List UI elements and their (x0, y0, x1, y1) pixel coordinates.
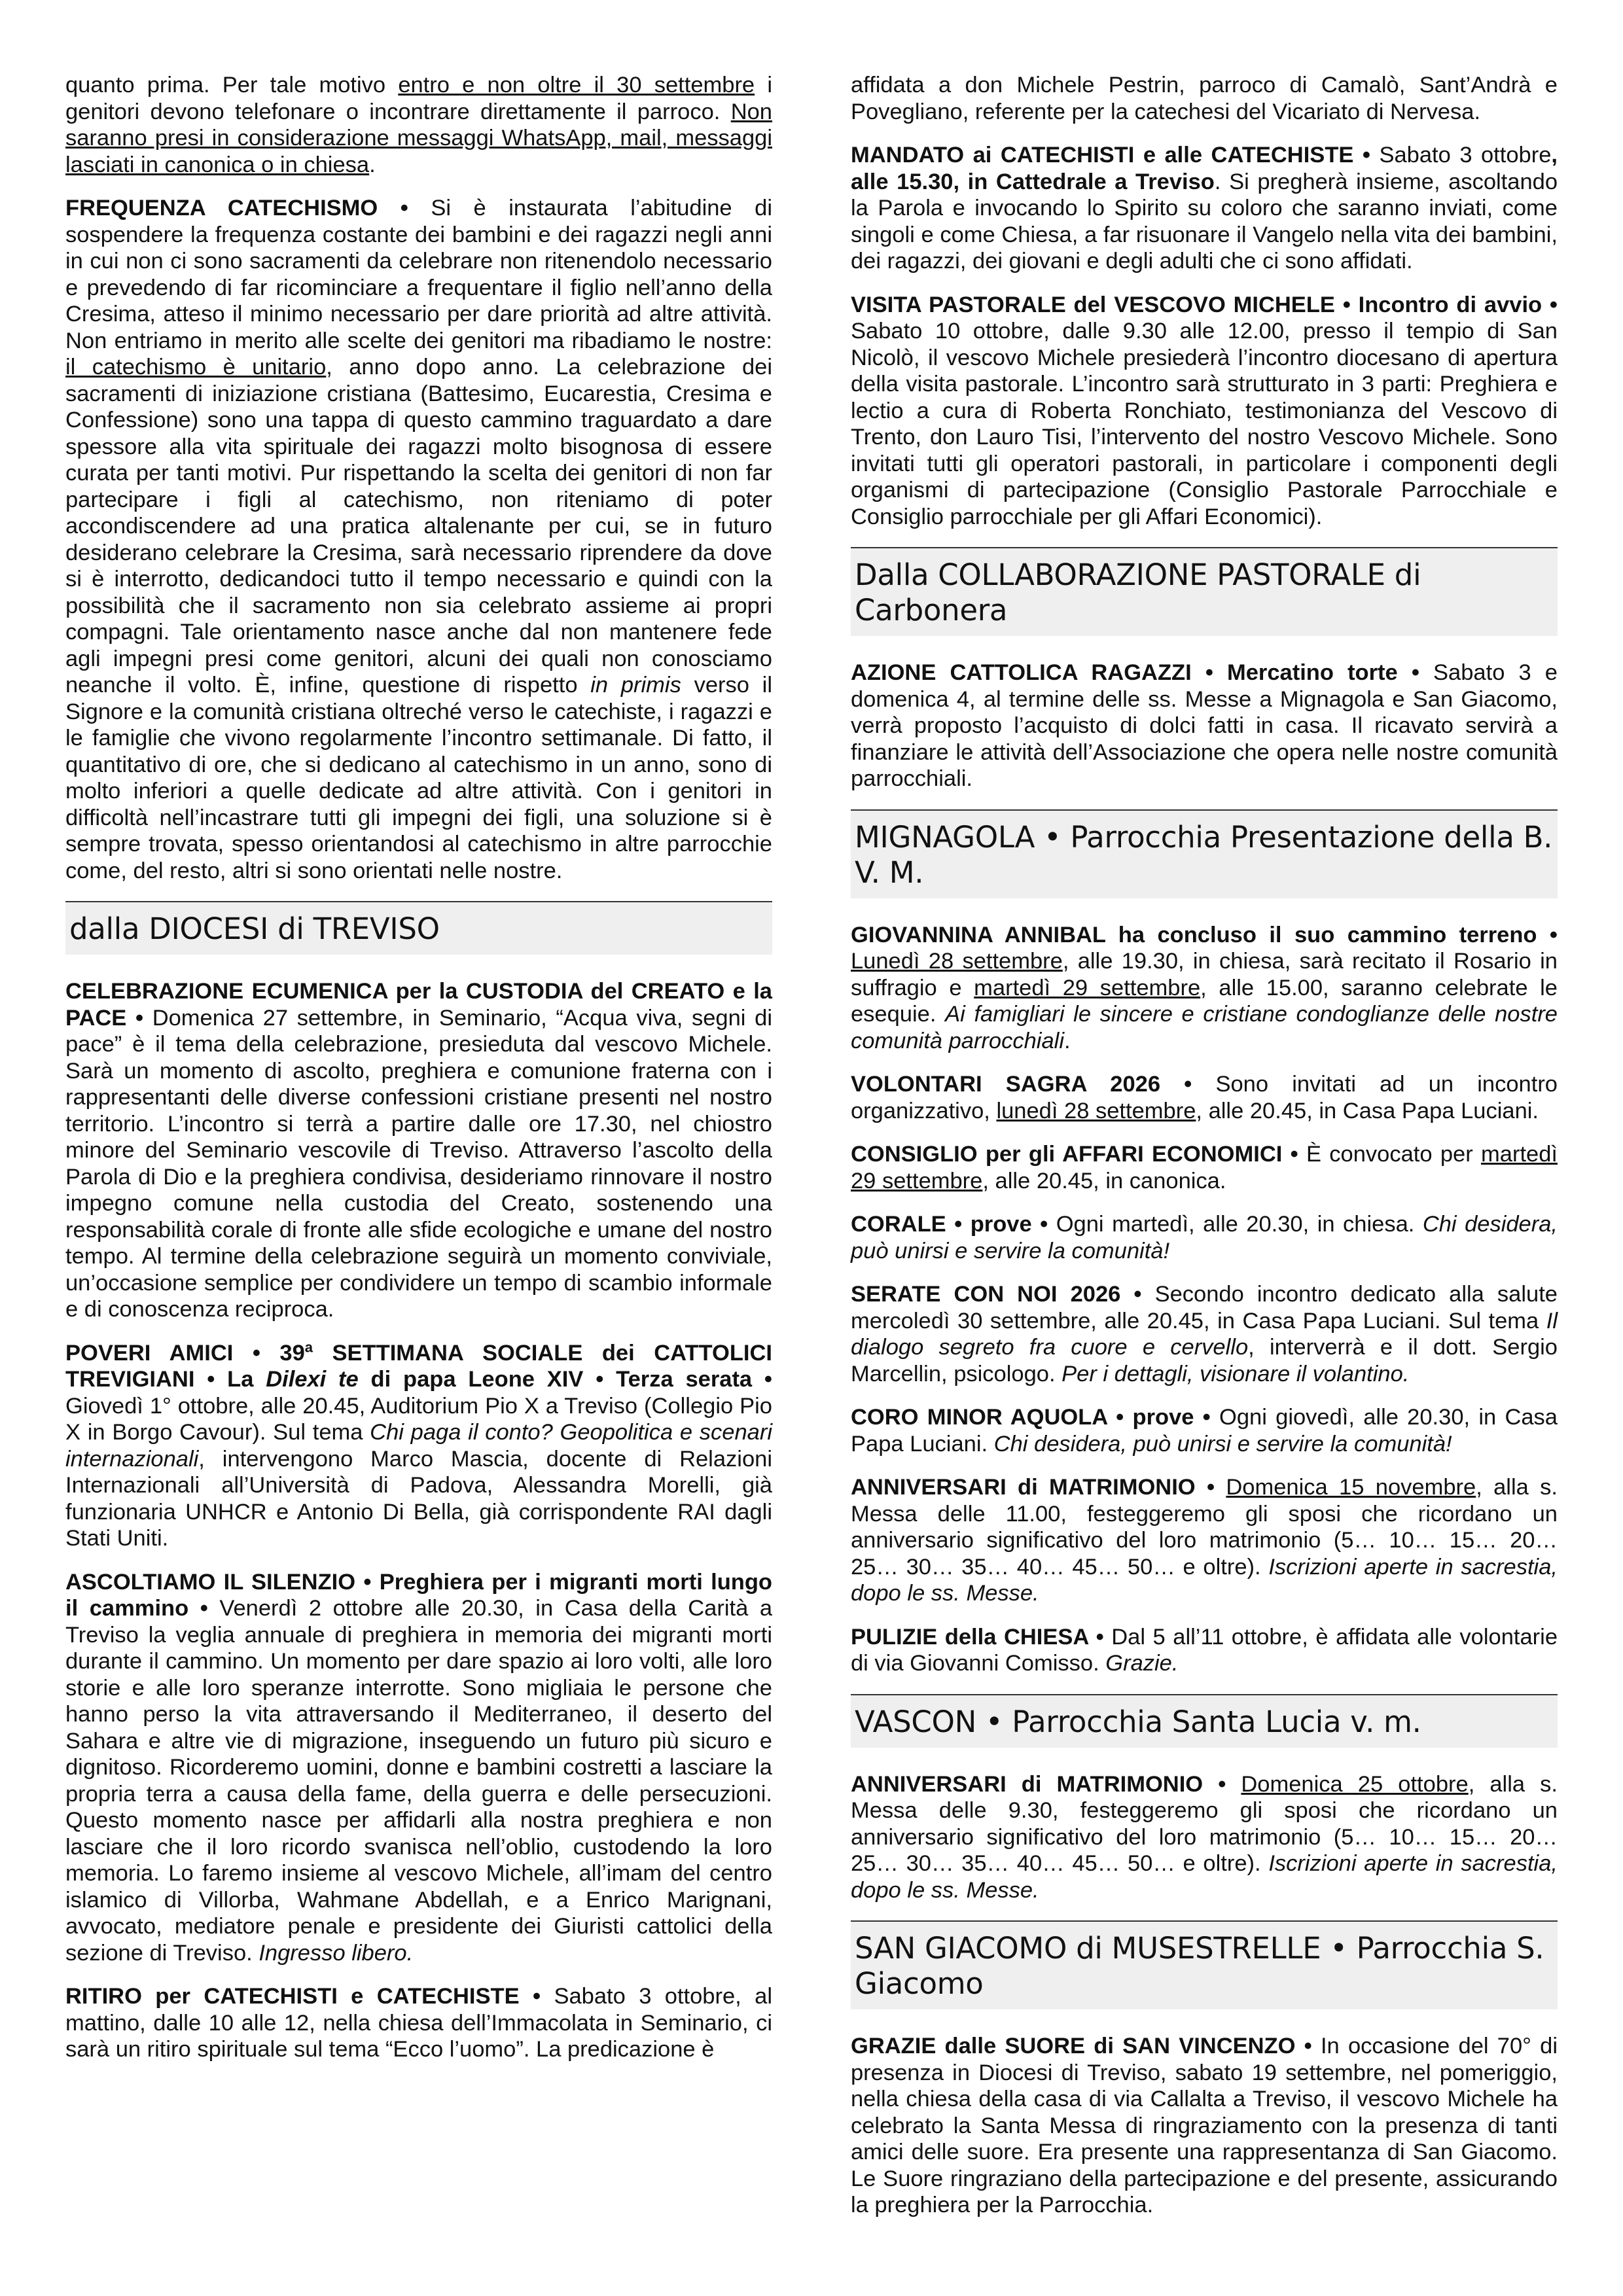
coro-minor-aquola-paragraph (851, 1404, 1558, 1457)
text: . (369, 152, 376, 177)
paragraph-title: POVERI AMICI • 39 (65, 1340, 305, 1366)
text (1215, 1475, 1226, 1500)
paragraph-title: GRAZIE dalle SUORE di SAN VINCENZO • (851, 2034, 1312, 2058)
ascoltiamo-silenzio-paragraph (65, 1569, 772, 1967)
text: Ogni martedì, alle 20.30, in chiesa. (1048, 1212, 1423, 1237)
text: i genitori devono telefonare o incontrare direttamente il parroco. (65, 73, 772, 124)
text: Sabato 3 e domenica 4, al termine delle ss. Messe a Mignagola e San Giacomo, verrà proposto l’acquisto di dolci fatti in casa. Il ricavato servirà a finanziare le attività dell’Associazione che opera nelle nostre comunità parrocchiali. (851, 660, 1558, 791)
underline-text: il catechismo è unitario (65, 355, 327, 380)
text: affidata a don Michele Pestrin, parroco di Camalò, Sant’Andrà e Povegliano, referente per la catechesi del Vicariato di Nervesa. (851, 73, 1558, 124)
italic-text: Iscrizioni aperte in sacrestia, dopo le ss. Messe. (851, 1851, 1558, 1903)
italic-text: Ingresso libero. (259, 1940, 414, 1966)
text: Domenica 27 settembre, in Seminario, “Acqua viva, segni di pace” è il tema della celebrazione, presieduta dal vescovo Michele. Sarà un momento di ascolto, preghiera e comunione fraterna con i rappresentanti delle diverse confessioni cristiane presenti nel nostro territorio. L’incontro si terrà a partire dalle ore 17.30, nel chiostro minore del Seminario vescovile di Treviso. Attraverso l’ascolto della Parola di Dio e la preghiera condivisa, desideriamo rinnovare il nostro impegno comune nella custodia del Creato, sostenendo una responsabilità corale di fronte alle sfide ecologiche e umane del nostro tempo. Al termine della celebrazione seguirà un momento conviviale, un’occasione semplice per condividere un tempo di scambio informale e di conoscenza reciproca. (65, 1005, 772, 1322)
frequenza-catechismo-paragraph (65, 195, 772, 884)
paragraph-title: VISITA PASTORALE del VESCOVO MICHELE • Incontro di avvio • (851, 292, 1558, 317)
text: Sabato 10 ottobre, dalle 9.30 alle 12.00, presso il tempio di San Nicolò, il vescovo Michele presiederà l’incontro diocesano di apertura della visita pastorale. L’incontro sarà strutturato in 3 parti: Preghiera e lectio a cura di Roberta Ronchiato, testimonianza del Vescovo di Trento, don Lauro Tisi, l’intervento del nostro Vescovo Michele. Sono invitati tutti gli operatori pastorali, in particolare i componenti degli organismi di partecipazione (Consiglio Pastorale Parrocchiale e Consiglio parrocchiale per gli Affari Economici). (851, 319, 1558, 529)
underline-text: martedì 29 settembre (851, 1142, 1558, 1193)
text: Secondo incontro dedicato alla salute mercoledì 30 settembre, alle 20.45, in Casa Papa Luciani. Sul tema (851, 1282, 1558, 1333)
italic-text: in primis (590, 673, 681, 698)
intro-paragraph (65, 72, 772, 178)
underline-text: lunedì 28 settembre (996, 1098, 1196, 1123)
text: Sabato 3 ottobre (1370, 143, 1552, 168)
paragraph-title: VOLONTARI SAGRA 2026 • (851, 1072, 1192, 1097)
italic-text: Ai famigliari le sincere e cristiane condoglianze delle nostre comunità parrocchiali (851, 1002, 1558, 1053)
section-header-mignagola: MIGNAGOLA • Parrocchia Presentazione della B. V. M. (851, 809, 1558, 898)
paragraph-title: CORO MINOR AQUOLA • prove • (851, 1405, 1211, 1430)
paragraph-title: ANNIVERSARI di MATRIMONIO • (851, 1475, 1215, 1500)
section-header-collaborazione: Dalla COLLABORAZIONE PASTORALE di Carbonera (851, 547, 1558, 636)
paragraph-title: FREQUENZA CATECHISMO • (65, 196, 408, 221)
paragraph-title: MANDATO ai CATECHISTI e alle CATECHISTE • (851, 143, 1370, 168)
paragraph-title: ANNIVERSARI di MATRIMONIO • (851, 1771, 1226, 1797)
paragraph-title: RITIRO per CATECHISTI e CATECHISTE • (65, 1984, 541, 2009)
text: . Si pregherà insieme, ascoltando la Parola e invocando lo Spirito su coloro che saranno inviati, come singoli e come Chiesa, a far risuonare il Vangelo nella vita dei bambini, dei ragazzi, dei giovani e degli adulti che ci sono affidati. (851, 169, 1558, 274)
text (1226, 1772, 1241, 1797)
anniversari-vascon-paragraph (851, 1771, 1558, 1904)
text: , alle 19.30, in chiesa, sarà recitato il Rosario in suffragio e (851, 949, 1558, 1000)
poveri-amici-paragraph (65, 1340, 772, 1552)
text: , alle 20.45, in Casa Papa Luciani. (1196, 1098, 1539, 1123)
italic-text: Il dialogo segreto fra cuore e cervello (851, 1308, 1558, 1360)
section-header-san-giacomo: SAN GIACOMO di MUSESTRELLE • Parrocchia S. Giacomo (851, 1920, 1558, 2009)
text: Si è instaurata l’abitudine di sospendere la frequenza costante dei bambini e dei ragazzi negli anni in cui non ci sono sacramenti da celebrare non ritenendolo necessario e prevedendo di far ricominciare a frequentare il figlio nell’anno della Cresima, atteso il minimo necessario per dare priorità ad altre attività. Non entriamo in merito alle scelte dei genitori ma ribadiamo le nostre: (65, 196, 772, 353)
volontari-sagra-paragraph (851, 1071, 1558, 1124)
text: quanto prima. Per tale motivo (65, 73, 399, 97)
azione-cattolica-paragraph (851, 660, 1558, 792)
paragraph-title: ASCOLTIAMO IL SILENZIO • Preghiera per i migranti morti lungo il cammino • (65, 1569, 772, 1621)
paragraph-title: CELEBRAZIONE ECUMENICA per la CUSTODIA del CREATO e la PACE • (65, 979, 772, 1031)
visita-pastorale-paragraph (851, 292, 1558, 531)
text: Sono invitati ad un incontro organizzativo, (851, 1072, 1558, 1123)
text: Sabato 3 ottobre, al mattino, dalle 10 alle 12, nella chiesa dell’Immacolata in Seminario, ci sarà un ritiro spirituale sul tema “Ecco l’uomo”. La predicazione è (65, 1984, 772, 2062)
section-header-diocesi: dalla DIOCESI di TREVISO (65, 901, 772, 955)
superscript: a (304, 1339, 313, 1355)
consiglio-affari-paragraph (851, 1141, 1558, 1194)
deadline-underline: entro e non oltre il 30 settembre (398, 73, 755, 97)
paragraph-title: PULIZIE della CHIESA • (851, 1624, 1104, 1650)
underline-text: Domenica 25 ottobre (1241, 1771, 1469, 1797)
paragraph-title: SERATE CON NOI 2026 • (851, 1282, 1142, 1307)
text: Dal 5 all’11 ottobre, è affidata alle volontarie di via Giovanni Comisso. (851, 1624, 1558, 1676)
mandato-catechisti-paragraph (851, 142, 1558, 275)
italic-text: Grazie. (1105, 1651, 1179, 1676)
text: , alle 15.00, saranno celebrate le esequie. (851, 975, 1558, 1027)
serate-con-noi-paragraph (851, 1281, 1558, 1387)
pulizie-chiesa-paragraph (851, 1624, 1558, 1677)
celebrazione-ecumenica-paragraph (65, 978, 772, 1323)
italic-text: Iscrizioni aperte in sacrestia, dopo le ss. Messe. (851, 1554, 1558, 1606)
text: . (1063, 1028, 1071, 1053)
grazie-suore-paragraph (851, 2033, 1558, 2219)
paragraph-title: di papa Leone XIV • Terza serata • (358, 1367, 773, 1392)
paragraph-title: SETTIMANA SOCIALE dei CATTOLICI TREVIGIANI • La (65, 1340, 772, 1392)
anniversari-mignagola-paragraph (851, 1474, 1558, 1607)
section-header-vascon: VASCON • Parrocchia Santa Lucia v. m. (851, 1694, 1558, 1748)
paragraph-title: CONSIGLIO per gli AFFARI ECONOMICI • (851, 1142, 1298, 1167)
text: , anno dopo anno. La celebrazione dei sacramenti di iniziazione cristiana (Battesimo, Eucarestia, Cresima e Confessione) sono una tappa di questo cammino traguardato a dare spessore alla vita spirituale dei ragazzi molto bisognosa di essere curata per tanti motivi. Pur rispettando la scelta dei genitori di non far partecipare i figli al catechismo, non riteniamo di poter accondiscendere ad una pratica altalenante per cui, se in futuro desiderano celebrare la Cresima, sarà necessario riprendere da dove si è interrotto, dedicandoci tutto il tempo necessario e quindi con la possibilità che il sacramento non sia celebrato assieme ai propri compagni. Tale orientamento nasce anche dal non mantenere fede agli impegni presi come genitori, alcuni dei quali non conosciamo neanche il volto. È, infine, questione di rispetto (65, 355, 772, 698)
text: , interverrà e il dott. Sergio Marcellin, psicologo. (851, 1335, 1558, 1386)
italic-text: Per i dettagli, visionare il volantino. (1061, 1361, 1410, 1386)
underline-text: martedì 29 settembre (974, 975, 1201, 1000)
paragraph-title: GIOVANNINA ANNIBAL ha concluso il suo cammino terreno • (851, 922, 1558, 947)
text: È convocato per (1298, 1142, 1482, 1167)
text: , intervengono Marco Mascia, docente di Relazioni Internazionali all’Università di Padova, Alessandra Morelli, già funzionaria UNHCR e Antonio Di Bella, già corrispondente RAI dagli Stati Uniti. (65, 1446, 772, 1551)
right-column (851, 72, 1558, 2296)
italic-text: Chi paga il conto? Geopolitica e scenari internazionali (65, 1420, 772, 1472)
left-column (65, 72, 772, 2296)
text: , alla s. Messa delle 9.30, festeggeremo gli sposi che ricordano un anniversario significativo del loro matrimonio (5… 10… 15… 20… 25… 30… 35… 40… 45… 50… e oltre). (851, 1771, 1558, 1876)
text: , alla s. Messa delle 11.00, festeggeremo gli sposi che ricordano un anniversario significativo del loro matrimonio (5… 10… 15… 20… 25… 30… 35… 40… 45… 50… e oltre). (851, 1475, 1558, 1580)
italic-title: Dilexi te (266, 1367, 359, 1392)
text: verso il Signore e la comunità cristiana oltreché verso le catechiste, i ragazzi e le famiglie che vivono regolarmente l’incontro settimanale. Di fatto, il quantitativo di ore, che si dedicano al catechismo in un anno, sono di molto inferiori a quelle dedicate ad altre attività. Con i genitori in difficoltà nell’incastrare tutti gli impegni dei figli, una soluzione si è sempre trovata, spesso orientandosi al catechismo in altre parrocchie come, del resto, altri si sono orientati nelle nostre. (65, 673, 772, 883)
bold-text: , alle 15.30, in Cattedrale a Treviso (851, 143, 1558, 194)
text: Ogni giovedì, alle 20.30, in Casa Papa Luciani. (851, 1405, 1558, 1457)
italic-text: Chi desidera, può unirsi e servire la comunità! (993, 1431, 1452, 1457)
corale-paragraph (851, 1211, 1558, 1264)
italic-text: Chi desidera, può unirsi e servire la comunità! (851, 1212, 1558, 1263)
paragraph-title: CORALE • prove • (851, 1212, 1048, 1237)
affidata-paragraph (851, 72, 1558, 125)
text: , alle 20.45, in canonica. (982, 1168, 1226, 1193)
paragraph-title: AZIONE CATTOLICA RAGAZZI • Mercatino torte • (851, 660, 1419, 685)
underline-text: Domenica 15 novembre (1226, 1475, 1476, 1500)
text: Giovedì 1° ottobre, alle 20.45, Auditorium Pio X a Treviso (Collegio Pio X in Borgo Cavour). Sul tema (65, 1393, 772, 1445)
text: In occasione del 70° di presenza in Diocesi di Treviso, sabato 19 settembre, nel pomeriggio, nella chiesa della casa di via Callalta a Treviso, il vescovo Michele ha celebrato la Santa Messa di ringraziamento con la presenza di tanti amici delle suore. Era presente una rappresentanza di San Giacomo. Le Suore ringraziano della partecipazione e del presente, assicurando la preghiera per la Parrocchia. (851, 2034, 1558, 2217)
ritiro-catechisti-paragraph (65, 1983, 772, 2063)
notice-underline: Non saranno presi in considerazione messaggi WhatsApp, mail, messaggi lasciati in canonica o in chiesa (65, 99, 772, 177)
giovannina-paragraph (851, 922, 1558, 1055)
text: Venerdì 2 ottobre alle 20.30, in Casa della Carità a Treviso la veglia annuale di preghiera in memoria dei migranti morti durante il cammino. Un momento per dare spazio ai loro volti, alle loro storie e alle loro speranze interrotte. Sono migliaia le persone che hanno perso la vita attraversando il Mediterraneo, il deserto del Sahara e altre vie di migrazione, inseguendo un futuro più sicuro e dignitoso. Ricorderemo uomini, donne e bambini costretti a lasciare la propria terra a causa della fame, della guerra e delle persecuzioni. Questo momento nasce per affidarli alla nostra preghiera e non lasciare che il loro ricordo svanisca nell’oblio, custodendo la loro memoria. Lo faremo insieme al vescovo Michele, all’imam del centro islamico di Villorba, Wahmane Abdellah, e a Enrico Marignani, avvocato, mediatore penale e presidente dei Giuristi cattolici della sezione di Treviso. (65, 1596, 773, 1966)
underline-text: Lunedì 28 settembre (851, 949, 1063, 974)
